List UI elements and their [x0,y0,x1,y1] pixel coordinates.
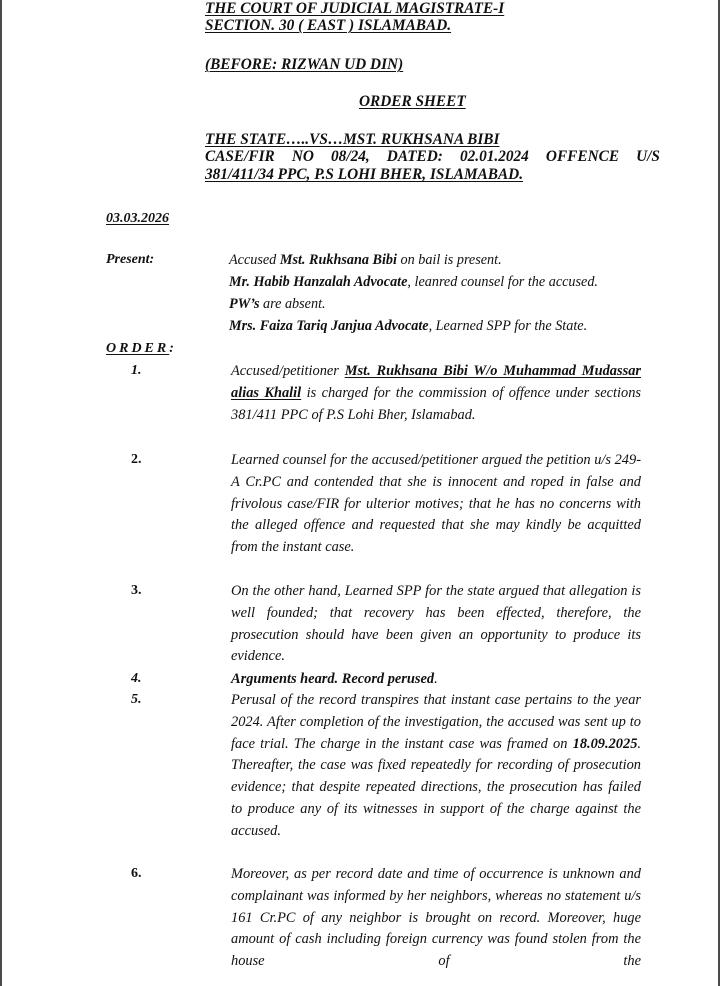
case-offence: 381/411/34 PPC, P.S LOHI BHER, ISLAMABAD. [205,166,524,183]
case-fir-number: 08/24, [331,148,370,165]
paragraph-number: 4. [131,671,142,686]
present-line: Mrs. Faiza Tariq Janjua Advocate, Learned SPP for the State. [229,318,588,334]
present-label: Present: [106,252,155,267]
page-left-edge [0,0,2,986]
present-line: Accused Mst. Rukhsana Bibi on bail is present. [229,252,502,268]
order-paragraph: Moreover, as per record date and time of occurrence is unknown and complainant was informed by her neighbors, whereas no statement u/s 161 Cr.PC of any neighbor is brought on record. Moreover, huge amount of cash including foreign currency was found stolen from the house of the [231,866,641,970]
case-fir-line [205,148,660,165]
court-section: SECTION. 30 ( EAST ) ISLAMABAD. [205,17,452,34]
case-fir-word: CASE/FIR [205,148,275,165]
order-label: ORDER: [106,341,177,356]
paragraph-number: 6. [131,866,142,881]
case-fir-word: U/S [636,148,660,165]
case-fir-word: OFFENCE [545,148,620,165]
court-name: THE COURT OF JUDICIAL MAGISTRATE-I [205,0,505,17]
order-paragraph: Accused/petitioner Mst. Rukhsana Bibi W/o Muhammad Mudassar alias Khalil is charged for the commission of offence under sections 381/411 PPC of P.S Lohi Bher, Islamabad. [231,363,641,423]
order-paragraph: On the other hand, Learned SPP for the state argued that allegation is well founded; that recovery has been effected, therefore, the prosecution should have been given an opportunity to produce its evidence. [231,583,641,665]
paragraph-number: 5. [131,692,142,707]
order-date: 03.03.2026 [106,211,169,226]
order-paragraph: Perusal of the record transpires that instant case pertains to the year 2024. After completion of the investigation, the accused was sent up to face trial. The charge in the instant case was framed on 18.09.2025. Thereafter, the case was fixed repeatedly for recording of prosecution evidence; that despite repeated directions, the prosecution has failed to produce any of its witnesses in support of the charge against the accused. [231,692,641,839]
case-parties: THE STATE…..VS…MST. RUKHSANA BIBI [205,131,500,148]
paragraph-number: 2. [131,452,142,467]
before-judge: (BEFORE: RIZWAN UD DIN) [205,56,404,73]
present-line: Mr. Habib Hanzalah Advocate, leanred counsel for the accused. [229,274,598,290]
document-title: ORDER SHEET [359,93,466,110]
present-line: PW’s are absent. [229,296,326,312]
paragraph-number: 1. [131,363,142,378]
order-paragraph: Learned counsel for the accused/petitioner argued the petition u/s 249-A Cr.PC and contended that she is innocent and roped in false and frivolous case/FIR for ulterior motives; that he has no concerns with the alleged offence and requested that she may kindly be acquitted from the instant case. [231,452,641,556]
case-fir-word: NO [291,148,314,165]
paragraph-number: 3. [131,583,142,598]
case-fir-date: 02.01.2024 [459,148,529,165]
case-fir-word: DATED: [386,148,443,165]
order-paragraph: Arguments heard. Record perused. [231,671,438,687]
